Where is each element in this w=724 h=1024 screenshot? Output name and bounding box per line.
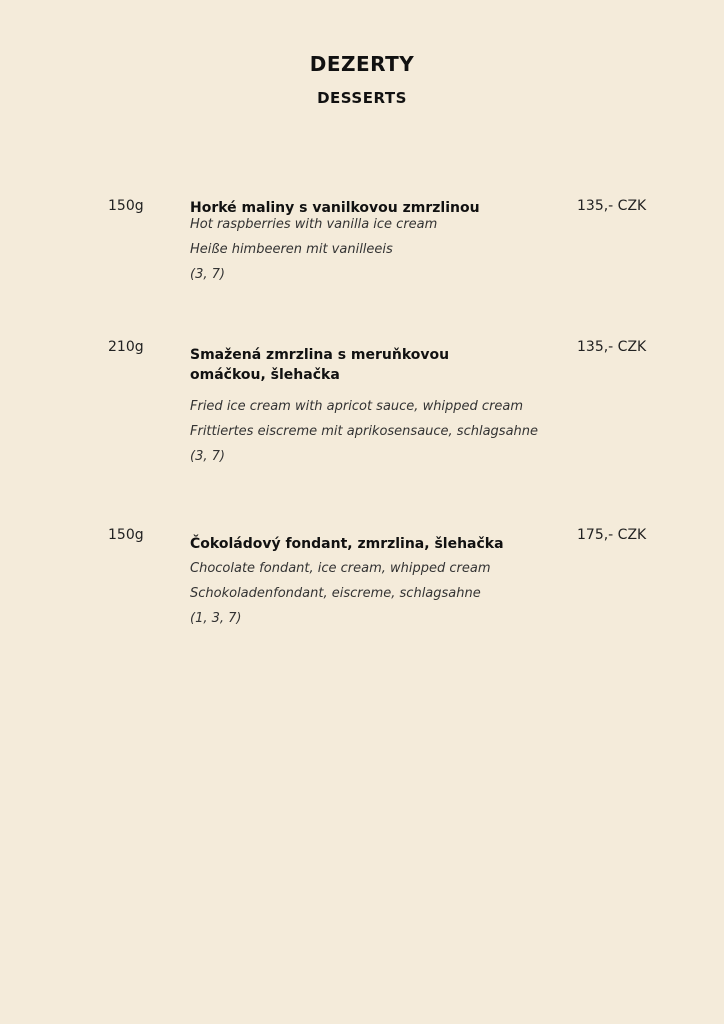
item-weight: 150g bbox=[108, 198, 144, 214]
item-weight: 210g bbox=[108, 339, 144, 355]
menu-subtitle: DESSERTS bbox=[317, 89, 407, 107]
item-description-en: Chocolate fondant, ice cream, whipped cream bbox=[190, 561, 491, 576]
item-name: Smažená zmrzlina s meruňkovou omáčkou, šlehačka bbox=[190, 347, 450, 383]
menu-title: DEZERTY bbox=[309, 52, 415, 76]
item-allergens: (1, 3, 7) bbox=[190, 611, 242, 626]
item-description-de: Heiße himbeeren mit vanilleeis bbox=[190, 242, 393, 257]
item-name: Čokoládový fondant, zmrzlina, šlehačka bbox=[190, 536, 504, 552]
item-price: 135,- CZK bbox=[577, 198, 647, 214]
item-weight: 150g bbox=[108, 527, 144, 543]
item-allergens: (3, 7) bbox=[190, 267, 225, 282]
item-price: 175,- CZK bbox=[577, 527, 647, 543]
item-description-de: Schokoladenfondant, eiscreme, schlagsahne bbox=[190, 586, 481, 601]
item-description-en: Hot raspberries with vanilla ice cream bbox=[190, 217, 438, 232]
item-name: Horké maliny s vanilkovou zmrzlinou bbox=[190, 200, 480, 216]
item-description-en: Fried ice cream with apricot sauce, whipped cream bbox=[190, 399, 524, 414]
item-allergens: (3, 7) bbox=[190, 449, 225, 464]
item-price: 135,- CZK bbox=[577, 339, 647, 355]
item-description-de: Frittiertes eiscreme mit aprikosensauce, schlagsahne bbox=[190, 424, 539, 439]
